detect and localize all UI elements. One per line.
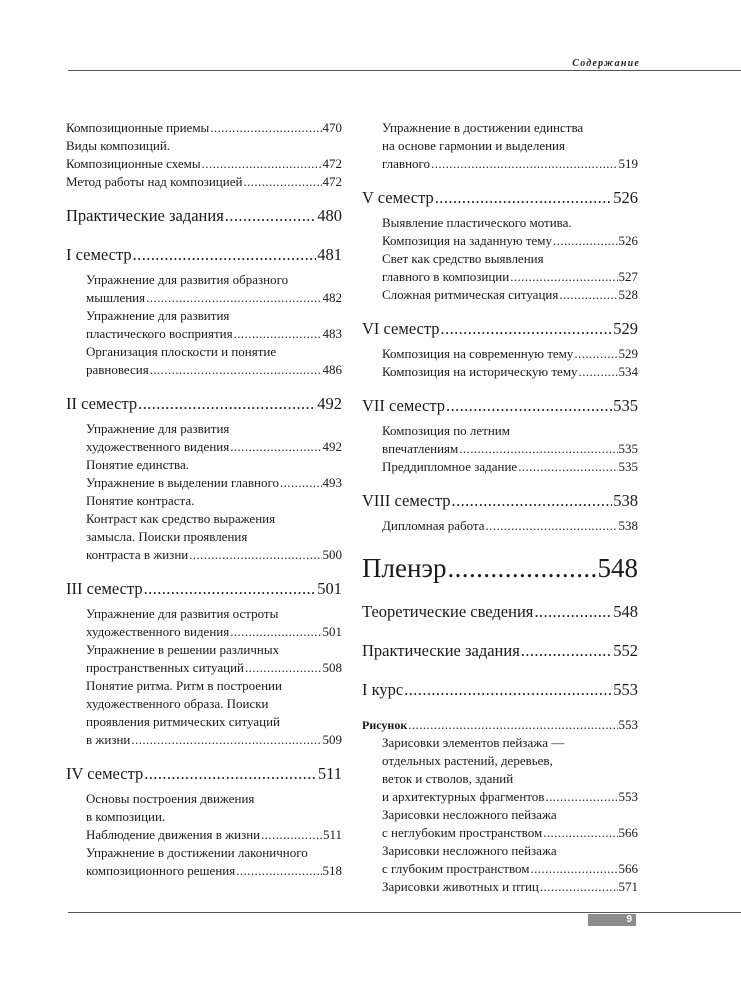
- dot-leader: [243, 173, 321, 191]
- dot-leader: [236, 862, 321, 880]
- toc-entry-title: Пленэр: [362, 553, 447, 583]
- toc-entry: [66, 546, 342, 564]
- toc-entry-title: Практические задания: [66, 206, 224, 225]
- dot-leader: [150, 361, 322, 379]
- toc-page-number: 482: [322, 290, 342, 305]
- toc-page-number: 501: [322, 624, 342, 639]
- toc-entry: [66, 474, 342, 492]
- toc-entry: [362, 318, 638, 339]
- toc-page-number: 529: [613, 319, 638, 338]
- toc-entry: [362, 490, 638, 511]
- toc-text-line: замысла. Поиски проявления: [86, 529, 248, 544]
- dot-leader: [202, 155, 322, 173]
- toc-entry-title: Метод работы над композицией: [66, 174, 243, 189]
- dot-leader: [574, 345, 617, 363]
- toc-entry-title: VI семестр: [362, 319, 440, 338]
- toc-entry: [66, 659, 342, 677]
- dot-leader: [534, 601, 612, 622]
- toc-page-number: 566: [618, 861, 638, 876]
- toc-text-line: Выявление пластического мотива.: [382, 215, 572, 230]
- dot-leader: [245, 659, 321, 677]
- toc-text-line: Контраст как средство выражения: [86, 511, 276, 526]
- toc-entry-title: главного в композиции: [382, 269, 510, 284]
- toc-entry: [362, 187, 638, 208]
- toc-entry-title: Дипломная работа: [382, 518, 485, 533]
- toc-entry: [362, 878, 638, 896]
- toc-page-number: 518: [322, 863, 342, 878]
- toc-page-number: 492: [322, 439, 342, 454]
- dot-leader: [459, 440, 617, 458]
- toc-text-line: Понятие контраста.: [86, 493, 195, 508]
- dot-leader: [452, 490, 613, 511]
- toc-entry: [362, 553, 638, 583]
- toc-entry-title: композиционного решения: [86, 863, 236, 878]
- toc-entry-title: впечатлениям: [382, 441, 459, 456]
- toc-text-line: Зарисовки несложного пейзажа: [382, 807, 557, 822]
- toc-page-number: 535: [618, 459, 638, 474]
- toc-text-line: Виды композиций.: [66, 138, 171, 153]
- toc-page-number: 472: [322, 156, 342, 171]
- toc-entry-title: главного: [382, 156, 431, 171]
- toc-entry: [66, 862, 342, 880]
- dot-leader: [146, 289, 321, 307]
- toc-text-line: Понятие ритма. Ритм в построении: [86, 678, 282, 693]
- toc-page-number: 508: [322, 660, 342, 675]
- toc-entry-title: Наблюдение движения в жизни: [86, 827, 261, 842]
- toc-text-line: Упражнение в решении различных: [86, 642, 280, 657]
- toc-page-number: 553: [613, 680, 638, 699]
- toc-entry: [66, 361, 342, 379]
- toc-entry-title: VIII семестр: [362, 491, 451, 510]
- toc-entry: [362, 286, 638, 304]
- toc-entry: [362, 517, 638, 535]
- toc-entry-title: Композиция на историческую тему: [382, 364, 578, 379]
- toc-entry: [362, 268, 638, 286]
- toc-entry: [66, 826, 342, 844]
- toc-text-line: Основы построения движения: [86, 791, 255, 806]
- toc-page-number: 492: [317, 394, 342, 413]
- toc-text-line: Упражнение в достижении лаконичного: [86, 845, 308, 860]
- toc-text-line: Упражнение для развития образного: [86, 272, 289, 287]
- dot-leader: [138, 393, 316, 414]
- footer-rule: [68, 912, 741, 913]
- running-header: [68, 58, 640, 70]
- toc-entry-title: в жизни: [86, 732, 131, 747]
- toc-entry: [362, 440, 638, 458]
- toc-page-number: 483: [322, 326, 342, 341]
- toc-entry: [66, 623, 342, 641]
- toc-page-number: 480: [317, 206, 342, 225]
- toc-entry: [362, 716, 638, 734]
- dot-leader: [579, 363, 618, 381]
- toc-entry: [362, 155, 638, 173]
- toc-page-number: 526: [618, 233, 638, 248]
- dot-leader: [230, 623, 321, 641]
- toc-entry: [66, 325, 342, 343]
- dot-leader: [543, 824, 617, 842]
- header-title: Содержание: [572, 58, 640, 69]
- toc-entry-title: мышления: [86, 290, 146, 305]
- toc-page-number: 534: [618, 364, 638, 379]
- toc-entry: [362, 788, 638, 806]
- toc-entry: [66, 578, 342, 599]
- toc-right-column: [362, 119, 638, 896]
- toc-entry-title: I семестр: [66, 245, 132, 264]
- toc-entry-title: IV семестр: [66, 764, 144, 783]
- dot-leader: [510, 268, 617, 286]
- toc-text-line: Композиция по летним: [382, 423, 510, 438]
- toc-entry-title: с глубоким пространством: [382, 861, 530, 876]
- dot-leader: [189, 546, 321, 564]
- toc-page-number: 509: [322, 732, 342, 747]
- toc-entry: [362, 679, 638, 700]
- toc-entry: [362, 345, 638, 363]
- toc-text-line: отдельных растений, деревьев,: [382, 753, 553, 768]
- toc-text-line: веток и стволов, зданий: [382, 771, 514, 786]
- dot-leader: [280, 474, 322, 492]
- toc-entry-title: II семестр: [66, 394, 138, 413]
- toc-text-line: проявления ритмических ситуаций: [86, 714, 281, 729]
- dot-leader: [261, 826, 322, 844]
- dot-leader: [210, 119, 321, 137]
- toc-text-line: Упражнение в достижении единства: [382, 120, 584, 135]
- toc-page-number: 526: [613, 188, 638, 207]
- toc-text-line: Зарисовки элементов пейзажа —: [382, 735, 565, 750]
- toc-entry: [66, 205, 342, 226]
- dot-leader: [530, 860, 617, 878]
- header-rule: [68, 70, 741, 71]
- toc-text-line: Зарисовки несложного пейзажа: [382, 843, 557, 858]
- toc-page-number: 535: [618, 441, 638, 456]
- toc-entry-title: VII семестр: [362, 396, 446, 415]
- toc-entry-title: Композиция на современную тему: [382, 346, 574, 361]
- toc-entry: [66, 119, 342, 137]
- toc-text-line: Упражнение для развития: [86, 421, 230, 436]
- toc-page-number: 511: [317, 764, 342, 783]
- toc-entry-title: V семестр: [362, 188, 434, 207]
- toc-text-line: художественного образа. Поиски: [86, 696, 269, 711]
- toc-page-number: 528: [618, 287, 638, 302]
- toc-entry-title: пластического восприятия: [86, 326, 233, 341]
- toc-page-number: 527: [618, 269, 638, 284]
- toc-page-number: 486: [322, 362, 342, 377]
- toc-page-number: 470: [322, 120, 342, 135]
- toc-entry-title: и архитектурных фрагментов: [382, 789, 545, 804]
- dot-leader: [131, 731, 321, 749]
- toc-entry-title: Практические задания: [362, 641, 520, 660]
- toc-text-line: на основе гармонии и выделения: [382, 138, 565, 153]
- dot-leader: [133, 244, 317, 265]
- dot-leader: [553, 232, 617, 250]
- toc-entry-title: с неглубоким пространством: [382, 825, 543, 840]
- toc-entry-title: Композиционные приемы: [66, 120, 210, 135]
- dot-leader: [234, 325, 322, 343]
- toc-entry: [66, 289, 342, 307]
- dot-leader: [404, 679, 612, 700]
- toc-entry-title: равновесия: [86, 362, 149, 377]
- toc-entry: [66, 438, 342, 456]
- toc-entry-title: Композиционные схемы: [66, 156, 201, 171]
- toc-page-number: 493: [322, 475, 342, 490]
- toc-page-number: 566: [618, 825, 638, 840]
- toc-entry: [362, 640, 638, 661]
- toc-entry-title: III семестр: [66, 579, 143, 598]
- page-number: 9: [626, 914, 632, 925]
- toc-page-number: 511: [322, 827, 342, 842]
- toc-entry-title: Теоретические сведения: [362, 602, 534, 621]
- toc-entry-title: Композиция на заданную тему: [382, 233, 553, 248]
- toc-entry-title: художественного видения: [86, 624, 230, 639]
- dot-leader: [540, 878, 618, 896]
- toc-entry-title: Преддипломное задание: [382, 459, 518, 474]
- toc-entry: [66, 763, 342, 784]
- dot-leader: [435, 187, 612, 208]
- toc-entry-title: I курс: [362, 680, 404, 699]
- dot-leader: [144, 578, 317, 599]
- toc-text-line: Понятие единства.: [86, 457, 190, 472]
- toc-page-number: 501: [317, 579, 342, 598]
- toc-entry-title: Зарисовки животных и птиц: [382, 879, 539, 894]
- toc-page-number: 553: [618, 717, 638, 732]
- toc-entry: [66, 244, 342, 265]
- page-number-box: [588, 914, 636, 926]
- toc-page-number: 538: [618, 518, 638, 533]
- toc-page-number: 548: [613, 602, 638, 621]
- toc-page-number: 529: [618, 346, 638, 361]
- toc-entry: [362, 232, 638, 250]
- toc-entry: [362, 860, 638, 878]
- dot-leader: [521, 640, 612, 661]
- toc-text-line: в композиции.: [86, 809, 166, 824]
- toc-page-number: 552: [613, 641, 638, 660]
- toc-entry: [66, 155, 342, 173]
- toc-entry: [362, 363, 638, 381]
- toc-entry: [362, 824, 638, 842]
- toc-entry-title: Рисунок: [362, 718, 408, 732]
- toc-entry-title: художественного видения: [86, 439, 230, 454]
- toc-entry-title: пространственных ситуаций: [86, 660, 245, 675]
- dot-leader: [225, 205, 316, 226]
- toc-text-line: Упражнение для развития: [86, 308, 230, 323]
- dot-leader: [441, 318, 613, 339]
- dot-leader: [486, 517, 618, 535]
- dot-leader: [431, 155, 617, 173]
- toc-left-column: [66, 119, 342, 880]
- toc-entry-title: Сложная ритмическая ситуация: [382, 287, 559, 302]
- toc-page-number: 519: [618, 156, 638, 171]
- dot-leader: [545, 788, 617, 806]
- toc-text-line: Организация плоскости и понятие: [86, 344, 277, 359]
- toc-page-number: 500: [322, 547, 342, 562]
- toc-text-line: Упражнение для развития остроты: [86, 606, 279, 621]
- dot-leader: [230, 438, 321, 456]
- toc-entry: [362, 395, 638, 416]
- toc-page-number: 481: [317, 245, 342, 264]
- toc-entry-title: контраста в жизни: [86, 547, 189, 562]
- toc-entry: [66, 173, 342, 191]
- toc-page-number: 548: [597, 553, 638, 583]
- toc-page-number: 538: [613, 491, 638, 510]
- toc-entry-title: Упражнение в выделении главного: [86, 475, 279, 490]
- toc-page-number: 571: [618, 879, 638, 894]
- toc-entry: [362, 458, 638, 476]
- toc-page-number: 535: [613, 396, 638, 415]
- toc-page-number: 472: [322, 174, 342, 189]
- toc-entry: [66, 731, 342, 749]
- dot-leader: [446, 395, 612, 416]
- toc-page-number: 553: [618, 789, 638, 804]
- dot-leader: [448, 553, 597, 583]
- dot-leader: [144, 763, 317, 784]
- dot-leader: [559, 286, 617, 304]
- dot-leader: [518, 458, 617, 476]
- dot-leader: [408, 716, 617, 734]
- toc-entry: [66, 393, 342, 414]
- toc-text-line: Свет как средство выявления: [382, 251, 544, 266]
- toc-entry: [362, 601, 638, 622]
